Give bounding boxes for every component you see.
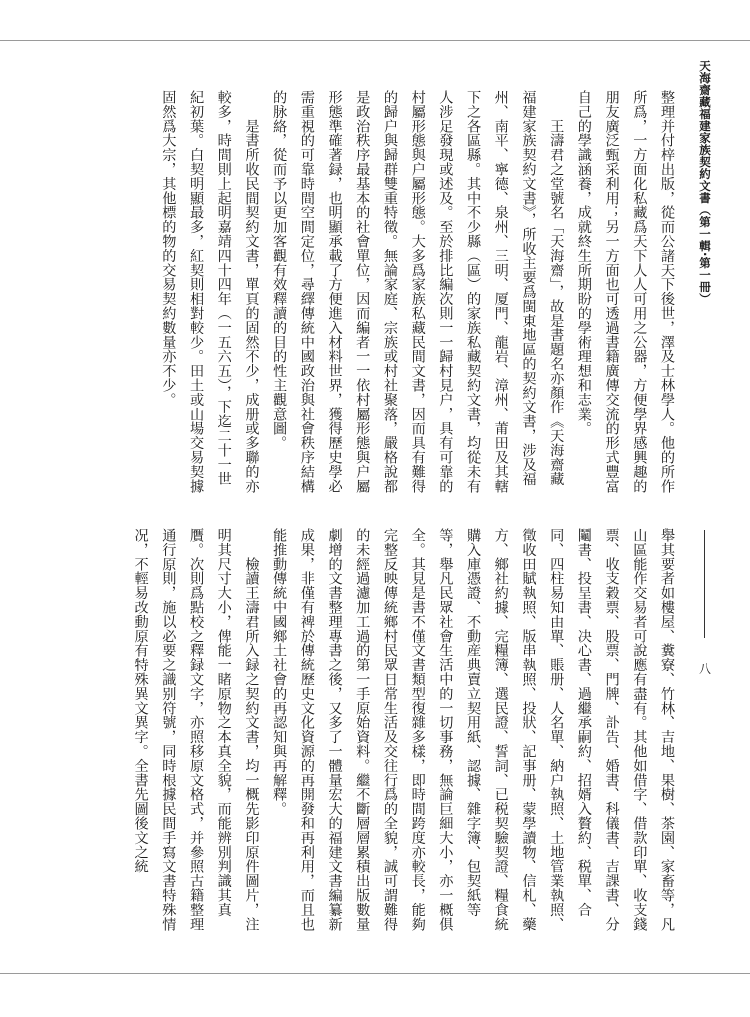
header-rule (704, 530, 705, 638)
text-block-bottom: 舉其要者如樓屋、糞寮、竹林、吉地、果樹、茶園、家畜等，凡山區能作交易者可說應有盡有。其他如借字、借款印單、收支錢票、收支穀票、股票、門牌、訃告、婚書、科儀書、吉課書、分鬮書、投呈書、决心書、過繼承嗣約、招婿入贅約、税單、合同、四柱易知由單、賬册、人名單、納户執照、土地管業執照、徵收田賦執照、版串執照、投狀、記事册、蒙學讀物、信札、藥方、鄉社約據、完糧簿、選民證、誓詞、已税契驗契證、糧食統購入庫憑證、不動産典賣立契用紙、認據、雜字簿、包契紙等等，舉凡民眾社會生活中的一切事務，無論巨細大小，亦一概俱全。其見是書不僅文書類型復雜多樣，即時間跨度亦較長，能夠完整反映傳統鄉村民眾日常生活及交往行爲的全貌，誠可謂難得的未經過濾加工過的第一手原始資料。繼不斷層層累積出版數量劇增的文書整理專書之後，又多了一體量宏大的福建文書編纂新成果，非僅有裨於傳統歷史文化資源的再開發和再利用，而且也能推動傳統中國鄉土社會的再認知與再解釋。 檢讀王濤君所入録之契約文書，均一概先影印原件圖片，注明其尺寸大小，俾能一睹原物之本真全貌，而能辨別判識其真贋。次則爲點校之釋録文字，亦照移原文格式，并參照古籍整理通行原則，施以必要之識别符號，同時根據民間手寫文書特殊情况，不輕易改動原有特殊異文異字。全書先圖後文之統 (132, 528, 675, 932)
running-header (694, 60, 716, 730)
page-number: 八 (698, 662, 711, 676)
top-border-line (0, 40, 750, 41)
text-block-top: 整理并付梓出版，從而公諸天下後世，澤及士林學人。他的所作所爲，一方面化私藏爲天下人人可用之公器，方便學界感興趣的朋友廣泛甄采利用；另一方面也可透過書籍廣傳交流的形式豐富自己的學識涵養，成就終生所期盼的學術理想和志業。 王濤君之堂號名「天海齋」，故是書題名亦顏作《天海齋藏福建家族契約文書》，所收主要爲閩東地區的契約文書，涉及福州、南平、寧德、泉州、三明、厦門、龍岩、漳州、莆田及其轄下之各區縣。其中不少縣（區）的家族私藏契約文書，均從未有人涉足發現或述及。至於排比編次則一一歸村見户，具有可靠的村屬形態與户屬形態。大多爲家族私藏民間文書，因而具有難得的歸户與歸群雙重特徵。無論家庭、宗族或村社聚落，嚴格說都是政治秩序最基本的社會單位，因而編者一一依村屬形態與户屬形態準確著録，也明顯承載了方便進入材料世界，獲得歷史學必需重視的可靠時間空間定位，尋繹傳統中國政治與社會秩序結構的脉絡，從而予以更加客觀有效釋讀的目的性主觀意圖。 是書所收民間契約文書，單頁的固然不少，成册或多聯的亦較多，時間則上起明嘉靖四十四年（一五六五），下迄二十一世紀初葉。白契明顯最多，紅契則相對較少。田土或山場交易契據固然爲大宗，其他標的物的交易契約數量亦不少。 (160, 90, 675, 494)
bottom-border-line (0, 973, 750, 974)
book-title: 天海齋藏福建家族契約文書（第一輯·第一冊） (698, 60, 712, 305)
